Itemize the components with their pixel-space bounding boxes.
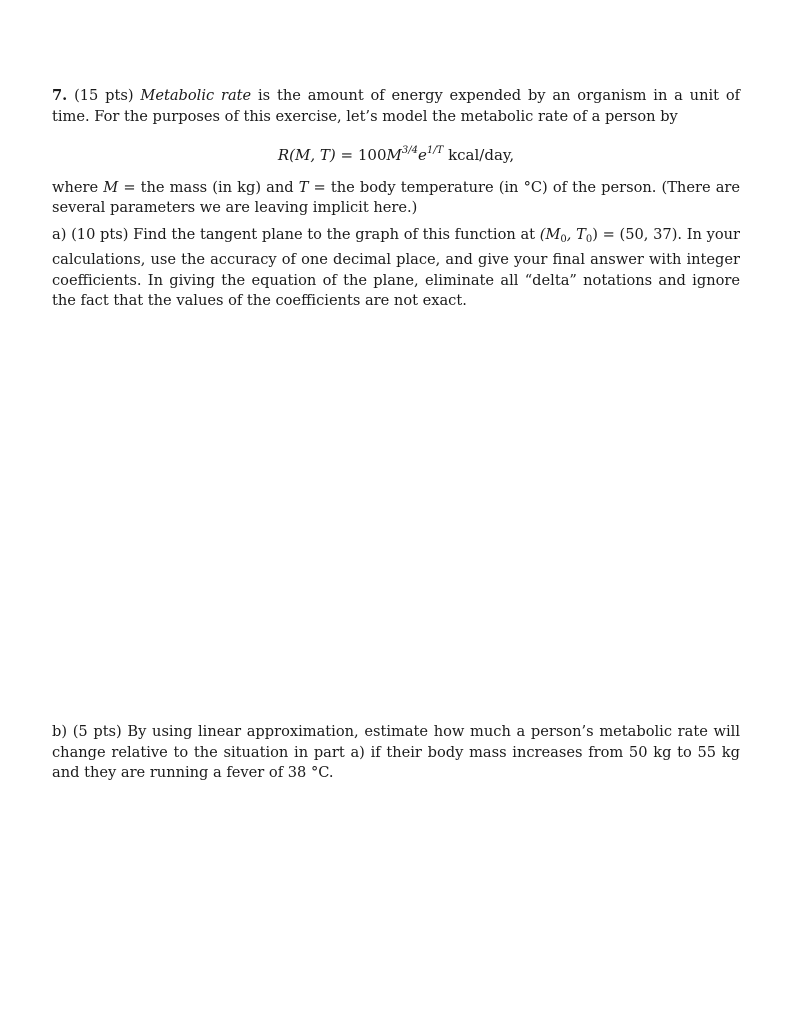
formula-base-m: M [386, 146, 402, 164]
sub-zero-m: 0 [560, 233, 567, 245]
definitions-text-2: = the mass (in kg) and [123, 178, 294, 196]
point-m0: (M [539, 225, 561, 243]
problem-intro [52, 86, 740, 127]
problem-term: Metabolic rate [140, 87, 252, 104]
formula-base-e: e [417, 146, 427, 164]
formula-exp-e: 1/T [426, 145, 444, 156]
problem-points: (15 pts) [74, 87, 134, 104]
formula-coef: 100 [357, 146, 387, 164]
problem-intro-text: is the amount of energy expended by an organism in a unit of time. For the purposes of this exercise, let’s model the metabolic rate of a person by [52, 87, 741, 125]
definitions-text-3: = the body temperature (in °C) of the person. (There are several parameters we are leaving implicit here.) [52, 178, 741, 216]
point-close: ) [592, 225, 598, 243]
problem-7 [52, 86, 740, 312]
point-t0: , T [566, 225, 586, 243]
variable-definitions [52, 178, 740, 219]
part-a [52, 225, 740, 312]
problem-number: 7. [52, 87, 68, 104]
definitions-text-1: where [52, 178, 99, 196]
point-values: = (50, 37). [602, 225, 683, 243]
formula-lhs: R(M, T) [277, 146, 336, 164]
part-b: b) (5 pts) By using linear approximation, estimate how much a person’s metabolic rate will change relative to the situation in part a) if their body mass increases from 50 kg to 55 kg and they are running a fever of 38 °C. [52, 723, 740, 781]
formula-exp-m: 3/4 [401, 145, 418, 156]
variable-m: M [103, 178, 119, 196]
sub-zero-t: 0 [585, 233, 593, 245]
metabolic-formula [52, 141, 740, 166]
formula-units: kcal/day, [448, 146, 515, 164]
part-a-label: a) (10 pts) Find the tangent plane to the graph of this function at [52, 225, 536, 243]
variable-t: T [298, 178, 309, 196]
part-a-instructions: In your calculations, use the accuracy of one decimal place, and give your final answer with integer coefficients. In giving the equation of the plane, eliminate all “delta” notations and ignore the fact that the values of the coefficients are not exact. [52, 225, 741, 309]
formula-equals: = [340, 146, 354, 164]
